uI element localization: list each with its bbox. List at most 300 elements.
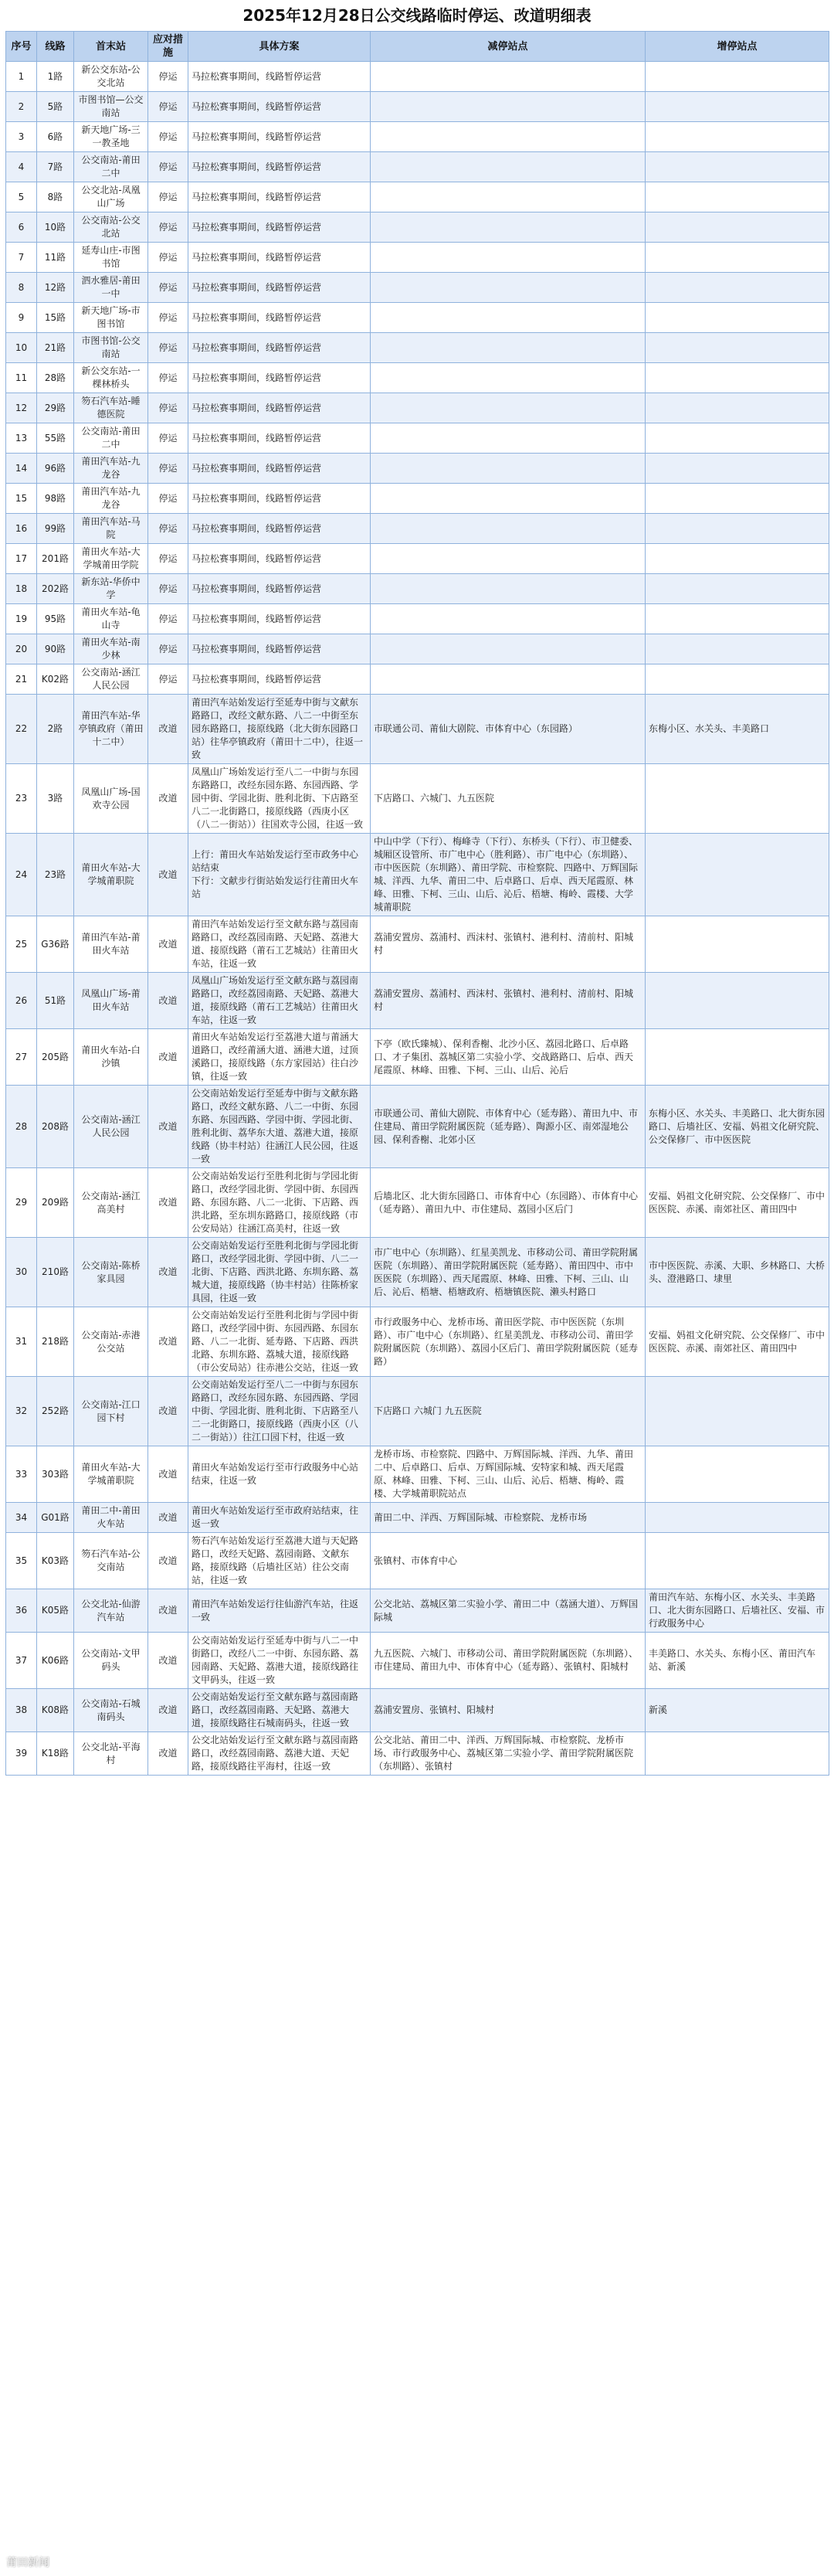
table-row <box>6 1533 829 1589</box>
plan-detail: 马拉松赛事期间，线路暂停运营 <box>188 423 371 454</box>
skipped-stops: 龙桥市场、市检察院、四路中、万辉国际城、洋西、九华、莆田二中、后卓路口、后卓、万辉国际城、安特家和城、西天尾霞原、林峰、田雅、下柯、三山、山后、沁后、梧塘、梅岭、霞楼、大学城莆职院站点 <box>371 1446 646 1503</box>
table-row <box>6 514 829 544</box>
route-name: 5路 <box>37 92 74 122</box>
measure: 停运 <box>148 423 188 454</box>
plan-detail: 马拉松赛事期间，线路暂停运营 <box>188 484 371 514</box>
added-stops <box>646 916 829 973</box>
route-name: 205路 <box>37 1029 74 1086</box>
added-stops: 市中医医院、赤溪、大职、乡林路口、大桥头、澄港路口、埭里 <box>646 1238 829 1307</box>
schedule-table <box>5 31 829 1776</box>
row-number: 4 <box>6 152 37 182</box>
watermark: 莆田新闻 <box>6 2557 49 2569</box>
measure: 停运 <box>148 664 188 695</box>
terminal-stations: 莆田火车站-大学城莆职院 <box>74 834 148 916</box>
table-row <box>6 1732 829 1776</box>
terminal-stations: 新公交东站-一棵林桥头 <box>74 363 148 393</box>
measure: 停运 <box>148 574 188 604</box>
measure: 改道 <box>148 834 188 916</box>
added-stops <box>646 1503 829 1533</box>
table-row <box>6 1633 829 1689</box>
plan-detail: 凤凰山广场始发运行至八二一中街与东园东路路口，改经东园东路、东园西路、学园中街、学园北街、胜利北街、下店路至八二一北街路口，接原线路（西庚小区（八二一街站））往国欢寺公园，往返一致 <box>188 764 371 834</box>
terminal-stations: 公交南站-涵江人民公园 <box>74 1086 148 1168</box>
table-header-row <box>6 32 829 62</box>
row-number: 6 <box>6 212 37 243</box>
plan-detail: 公交南站始发运行至延寿中街与八二一中街路口，改经八二一中街、东园东路、荔园南路、天妃路、荔港大道，接原线路往文甲码头，往返一致 <box>188 1633 371 1689</box>
measure: 停运 <box>148 273 188 303</box>
skipped-stops: 荔浦安置房、荔浦村、西沫村、张镇村、港利村、清前村、阳城村 <box>371 916 646 973</box>
row-number: 23 <box>6 764 37 834</box>
measure: 改道 <box>148 973 188 1029</box>
header-no: 序号 <box>6 32 37 62</box>
row-number: 22 <box>6 695 37 764</box>
route-name: 210路 <box>37 1238 74 1307</box>
route-name: 8路 <box>37 182 74 212</box>
table-row <box>6 1307 829 1377</box>
table-body <box>6 62 829 1776</box>
added-stops <box>646 484 829 514</box>
route-name: K02路 <box>37 664 74 695</box>
skipped-stops <box>371 212 646 243</box>
added-stops <box>646 1446 829 1503</box>
row-number: 10 <box>6 333 37 363</box>
route-name: 209路 <box>37 1168 74 1238</box>
added-stops: 安福、妈祖文化研究院、公交保修厂、市中医医院、赤溪、南郊社区、莆田四中 <box>646 1168 829 1238</box>
table-row <box>6 182 829 212</box>
added-stops: 安福、妈祖文化研究院、公交保修厂、市中医医院、赤溪、南郊社区、莆田四中 <box>646 1307 829 1377</box>
added-stops <box>646 634 829 664</box>
measure: 改道 <box>148 1533 188 1589</box>
measure: 停运 <box>148 92 188 122</box>
measure: 停运 <box>148 634 188 664</box>
added-stops <box>646 363 829 393</box>
route-name: G36路 <box>37 916 74 973</box>
route-name: K05路 <box>37 1589 74 1633</box>
plan-detail: 马拉松赛事期间，线路暂停运营 <box>188 664 371 695</box>
table-row <box>6 1689 829 1732</box>
terminal-stations: 莆田汽车站-华亭镇政府（莆田十二中） <box>74 695 148 764</box>
table-row <box>6 1503 829 1533</box>
measure: 改道 <box>148 1689 188 1732</box>
row-number: 34 <box>6 1503 37 1533</box>
row-number: 36 <box>6 1589 37 1633</box>
measure: 改道 <box>148 1589 188 1633</box>
measure: 停运 <box>148 212 188 243</box>
row-number: 27 <box>6 1029 37 1086</box>
table-row <box>6 834 829 916</box>
plan-detail: 莆田汽车站始发运行至文献东路与荔园南路路口，改经荔园南路、天妃路、荔港大道、接原线路（莆石工艺城站）往莆田火车站，往返一致 <box>188 916 371 973</box>
table-row <box>6 454 829 484</box>
table-row <box>6 1168 829 1238</box>
measure: 停运 <box>148 152 188 182</box>
table-row <box>6 333 829 363</box>
row-number: 26 <box>6 973 37 1029</box>
plan-detail: 凤凰山广场始发运行至文献东路与荔园南路路口，改经荔园南路、天妃路、荔港大道，接原线路（莆石工艺城站）往莆田火车站，往返一致 <box>188 973 371 1029</box>
table-row <box>6 604 829 634</box>
row-number: 32 <box>6 1377 37 1446</box>
terminal-stations: 凤凰山广场-莆田火车站 <box>74 973 148 1029</box>
skipped-stops: 莆田二中、洋西、万辉国际城、市检察院、龙桥市场 <box>371 1503 646 1533</box>
terminal-stations: 笏石汽车站-公交南站 <box>74 1533 148 1589</box>
measure: 停运 <box>148 333 188 363</box>
measure: 改道 <box>148 1732 188 1776</box>
header-route: 线路 <box>37 32 74 62</box>
plan-detail: 莆田汽车站始发运行至延寿中街与文献东路路口，改经文献东路、八二一中街至东园东路路口，接原线路（北大街东园路口站）往华亭镇政府（莆田十二中），往返一致 <box>188 695 371 764</box>
skipped-stops: 市广电中心（东圳路）、红星美凯龙、市移动公司、莆田学院附属医院（东圳路）、莆田学院附属医院（延寿路）、莆田四中、市中医医院（东圳路）、西天尾霞原、林峰、田雅、下柯、三山、山后、沁后、梧塘、梧塘政府、梧塘镇医院、濑头村路口 <box>371 1238 646 1307</box>
skipped-stops <box>371 303 646 333</box>
table-row <box>6 1589 829 1633</box>
row-number: 24 <box>6 834 37 916</box>
table-row <box>6 243 829 273</box>
skipped-stops <box>371 62 646 92</box>
table-row <box>6 92 829 122</box>
terminal-stations: 莆田汽车站-马院 <box>74 514 148 544</box>
terminal-stations: 市图书馆-公交南站 <box>74 333 148 363</box>
table-row <box>6 1029 829 1086</box>
added-stops <box>646 574 829 604</box>
row-number: 20 <box>6 634 37 664</box>
plan-detail: 公交南站始发运行至胜利北街与学园北街路口，改经学园北街、学园中街、八二一北街、下店路、西洪北路、东圳东路、荔城大道，接原线路（协丰村站）往陈桥家具园，往返一致 <box>188 1238 371 1307</box>
route-name: K18路 <box>37 1732 74 1776</box>
added-stops: 东梅小区、水关头、丰美路口 <box>646 695 829 764</box>
route-name: 1路 <box>37 62 74 92</box>
route-name: 252路 <box>37 1377 74 1446</box>
skipped-stops <box>371 664 646 695</box>
measure: 改道 <box>148 1029 188 1086</box>
page-title: 2025年12月28日公交线路临时停运、改道明细表 <box>242 6 592 25</box>
plan-detail: 公交南站始发运行至胜利北街与学园北街路口，改经学园北街、学园中街、东园西路、东园东路、八二一北街、下店路、西洪北路，至东圳东路路口，接原线路（市公安局站）往涵江高美村，往返一致 <box>188 1168 371 1238</box>
terminal-stations: 公交南站-赤港公交站 <box>74 1307 148 1377</box>
row-number: 14 <box>6 454 37 484</box>
table-row <box>6 393 829 423</box>
route-name: 96路 <box>37 454 74 484</box>
plan-detail: 莆田火车站始发运行至荔港大道与莆涵大道路口，改经莆涵大道、涵港大道，过顶溪路口，接原线路（东方家园站）往白沙镇，往返一致 <box>188 1029 371 1086</box>
page-container <box>5 0 829 1776</box>
plan-detail: 马拉松赛事期间，线路暂停运营 <box>188 152 371 182</box>
terminal-stations: 公交南站-文甲码头 <box>74 1633 148 1689</box>
measure: 停运 <box>148 454 188 484</box>
added-stops <box>646 454 829 484</box>
row-number: 1 <box>6 62 37 92</box>
terminal-stations: 莆田火车站-龟山寺 <box>74 604 148 634</box>
table-row <box>6 1086 829 1168</box>
table-row <box>6 484 829 514</box>
plan-detail: 马拉松赛事期间，线路暂停运营 <box>188 303 371 333</box>
measure: 改道 <box>148 695 188 764</box>
terminal-stations: 公交北站-仙游汽车站 <box>74 1589 148 1633</box>
row-number: 21 <box>6 664 37 695</box>
measure: 停运 <box>148 303 188 333</box>
plan-detail: 公交南站始发运行至八二一中街与东园东路路口，改经东园东路、东园西路、学园中街、学园北街、胜利北街、下店路至八二一北街路口，接原线路（西庚小区（八二一街站））往江口园下村，往返一致 <box>188 1377 371 1446</box>
plan-detail: 马拉松赛事期间，线路暂停运营 <box>188 363 371 393</box>
plan-detail: 马拉松赛事期间，线路暂停运营 <box>188 92 371 122</box>
route-name: 28路 <box>37 363 74 393</box>
terminal-stations: 莆田火车站-大学城莆职院 <box>74 1446 148 1503</box>
terminal-stations: 公交南站-莆田二中 <box>74 152 148 182</box>
row-number: 13 <box>6 423 37 454</box>
terminal-stations: 公交南站-莆田二中 <box>74 423 148 454</box>
plan-detail: 马拉松赛事期间，线路暂停运营 <box>188 212 371 243</box>
terminal-stations: 公交南站-涵江人民公园 <box>74 664 148 695</box>
route-name: 7路 <box>37 152 74 182</box>
route-name: 51路 <box>37 973 74 1029</box>
skipped-stops <box>371 182 646 212</box>
measure: 停运 <box>148 544 188 574</box>
table-row <box>6 1238 829 1307</box>
route-name: 208路 <box>37 1086 74 1168</box>
skipped-stops <box>371 273 646 303</box>
plan-detail: 马拉松赛事期间，线路暂停运营 <box>188 514 371 544</box>
added-stops <box>646 152 829 182</box>
row-number: 16 <box>6 514 37 544</box>
terminal-stations: 新公交东站-公交北站 <box>74 62 148 92</box>
route-name: 99路 <box>37 514 74 544</box>
plan-detail: 公交南站始发运行至文献东路与荔园南路路口，改经荔园南路、天妃路、荔港大道，接原线路往石城南码头，往返一致 <box>188 1689 371 1732</box>
skipped-stops <box>371 122 646 152</box>
route-name: 202路 <box>37 574 74 604</box>
terminal-stations: 莆田汽车站-九龙谷 <box>74 454 148 484</box>
skipped-stops <box>371 333 646 363</box>
measure: 改道 <box>148 764 188 834</box>
row-number: 28 <box>6 1086 37 1168</box>
table-row <box>6 273 829 303</box>
table-row <box>6 664 829 695</box>
added-stops <box>646 514 829 544</box>
plan-detail: 马拉松赛事期间，线路暂停运营 <box>188 122 371 152</box>
skipped-stops: 下店路口 六城门 九五医院 <box>371 1377 646 1446</box>
header-skip-stops: 减停站点 <box>371 32 646 62</box>
header-plan: 具体方案 <box>188 32 371 62</box>
row-number: 17 <box>6 544 37 574</box>
plan-detail: 上行：莆田火车站始发运行至市政务中心站结束 下行：文献步行街站始发运行往莆田火车站 <box>188 834 371 916</box>
added-stops <box>646 1533 829 1589</box>
plan-detail: 公交南站始发运行至胜利北街与学园中街路口，改经学园中街、东园西路、东园东路、八二一北街、延寿路、下店路、西洪北路、东圳东路、荔城大道，接原线路（市公安局站）往赤港公交站，往返一致 <box>188 1307 371 1377</box>
skipped-stops: 下亭（欧氏臻城）、保利香榭、北沙小区、荔园北路口、后卓路口、才子集团、荔城区第二实验小学、交战路路口、后卓、西天尾霞原、林峰、田雅、下柯、三山、山后、沁后 <box>371 1029 646 1086</box>
skipped-stops: 下店路口、六城门、九五医院 <box>371 764 646 834</box>
route-name: K03路 <box>37 1533 74 1589</box>
row-number: 33 <box>6 1446 37 1503</box>
added-stops: 新溪 <box>646 1689 829 1732</box>
route-name: 98路 <box>37 484 74 514</box>
measure: 停运 <box>148 182 188 212</box>
added-stops <box>646 273 829 303</box>
plan-detail: 马拉松赛事期间，线路暂停运营 <box>188 574 371 604</box>
terminal-stations: 公交北站-平海村 <box>74 1732 148 1776</box>
route-name: 218路 <box>37 1307 74 1377</box>
table-row <box>6 62 829 92</box>
added-stops <box>646 393 829 423</box>
skipped-stops <box>371 363 646 393</box>
measure: 改道 <box>148 1086 188 1168</box>
route-name: 95路 <box>37 604 74 634</box>
route-name: K08路 <box>37 1689 74 1732</box>
measure: 改道 <box>148 1168 188 1238</box>
plan-detail: 莆田火车站始发运行至市政府站结束，往返一致 <box>188 1503 371 1533</box>
plan-detail: 马拉松赛事期间，线路暂停运营 <box>188 62 371 92</box>
measure: 改道 <box>148 1377 188 1446</box>
skipped-stops: 市行政服务中心、龙桥市场、莆田医学院、市中医医院（东圳路）、市广电中心（东圳路）、红星美凯龙、市移动公司、莆田学院附属医院（东圳路）、荔园小区后门、莆田学院附属医院（延寿路） <box>371 1307 646 1377</box>
measure: 停运 <box>148 122 188 152</box>
skipped-stops: 九五医院、六城门、市移动公司、莆田学院附属医院（东圳路）、市住建局、莆田九中、市体育中心（延寿路）、张镇村、阳城村 <box>371 1633 646 1689</box>
table-row <box>6 634 829 664</box>
plan-detail: 公交南站始发运行至延寿中街与文献东路路口，改经文献东路、八二一中街、东园东路、东园西路、学园中街、学园北街、胜利北街、荔华东大道、荔港大道，接原线路（协丰村站）往涵江人民公园，往返一致 <box>188 1086 371 1168</box>
terminal-stations: 莆田火车站-白沙镇 <box>74 1029 148 1086</box>
table-row <box>6 764 829 834</box>
route-name: 10路 <box>37 212 74 243</box>
added-stops <box>646 664 829 695</box>
skipped-stops: 荔浦安置房、张镇村、阳城村 <box>371 1689 646 1732</box>
added-stops <box>646 423 829 454</box>
table-row <box>6 363 829 393</box>
skipped-stops: 张镇村、市体育中心 <box>371 1533 646 1589</box>
terminal-stations: 莆田火车站-大学城莆田学院 <box>74 544 148 574</box>
plan-detail: 莆田汽车站始发运行往仙游汽车站，往返一致 <box>188 1589 371 1633</box>
measure: 停运 <box>148 514 188 544</box>
skipped-stops <box>371 243 646 273</box>
skipped-stops: 荔浦安置房、荔浦村、西沫村、张镇村、港利村、清前村、阳城村 <box>371 973 646 1029</box>
measure: 改道 <box>148 1307 188 1377</box>
skipped-stops: 市联通公司、莆仙大剧院、市体育中心（东园路） <box>371 695 646 764</box>
terminal-stations: 公交北站-凤凰山广场 <box>74 182 148 212</box>
table-row <box>6 695 829 764</box>
terminal-stations: 公交南站-石城南码头 <box>74 1689 148 1732</box>
row-number: 3 <box>6 122 37 152</box>
table-row <box>6 212 829 243</box>
row-number: 30 <box>6 1238 37 1307</box>
measure: 改道 <box>148 1633 188 1689</box>
row-number: 18 <box>6 574 37 604</box>
skipped-stops: 后墙北区、北大街东园路口、市体育中心（东园路）、市体育中心（延寿路）、莆田九中、市住建局、荔园小区后门 <box>371 1168 646 1238</box>
skipped-stops <box>371 634 646 664</box>
row-number: 39 <box>6 1732 37 1776</box>
header-measure: 应对措施 <box>148 32 188 62</box>
plan-detail: 笏石汽车站始发运行至荔港大道与天妃路路口，改经天妃路、荔园南路、文献东路，接原线路（后墙社区站）往公交南站，往返一致 <box>188 1533 371 1589</box>
plan-detail: 马拉松赛事期间，线路暂停运营 <box>188 393 371 423</box>
terminal-stations: 新天地广场-三一教圣地 <box>74 122 148 152</box>
skipped-stops <box>371 514 646 544</box>
skipped-stops <box>371 454 646 484</box>
terminal-stations: 延寿山庄-市图书馆 <box>74 243 148 273</box>
route-name: 23路 <box>37 834 74 916</box>
added-stops <box>646 1029 829 1086</box>
added-stops <box>646 122 829 152</box>
skipped-stops: 公交北站、荔城区第二实验小学、莆田二中（荔涵大道）、万辉国际城 <box>371 1589 646 1633</box>
plan-detail: 马拉松赛事期间，线路暂停运营 <box>188 544 371 574</box>
skipped-stops <box>371 604 646 634</box>
terminal-stations: 公交南站-陈桥家具园 <box>74 1238 148 1307</box>
added-stops <box>646 544 829 574</box>
skipped-stops <box>371 92 646 122</box>
terminal-stations: 新天地广场-市图书馆 <box>74 303 148 333</box>
added-stops <box>646 764 829 834</box>
added-stops <box>646 182 829 212</box>
measure: 停运 <box>148 484 188 514</box>
added-stops: 莆田汽车站、东梅小区、水关头、丰美路口、北大街东园路口、后墙社区、安福、市行政服务中心 <box>646 1589 829 1633</box>
skipped-stops <box>371 484 646 514</box>
added-stops <box>646 604 829 634</box>
row-number: 37 <box>6 1633 37 1689</box>
added-stops <box>646 973 829 1029</box>
measure: 停运 <box>148 363 188 393</box>
added-stops: 东梅小区、水关头、丰美路口、北大街东园路口、后墙社区、安福、妈祖文化研究院、公交保修厂、市中医医院 <box>646 1086 829 1168</box>
added-stops: 丰美路口、水关头、东梅小区、莆田汽车站、新溪 <box>646 1633 829 1689</box>
row-number: 25 <box>6 916 37 973</box>
terminal-stations: 市图书馆—公交南站 <box>74 92 148 122</box>
terminal-stations: 莆田汽车站-莆田火车站 <box>74 916 148 973</box>
measure: 改道 <box>148 1446 188 1503</box>
terminal-stations: 公交南站-涵江高美村 <box>74 1168 148 1238</box>
measure: 停运 <box>148 243 188 273</box>
skipped-stops <box>371 574 646 604</box>
row-number: 2 <box>6 92 37 122</box>
skipped-stops <box>371 423 646 454</box>
measure: 停运 <box>148 604 188 634</box>
row-number: 38 <box>6 1689 37 1732</box>
added-stops <box>646 243 829 273</box>
row-number: 29 <box>6 1168 37 1238</box>
skipped-stops: 公交北站、莆田二中、洋西、万辉国际城、市检察院、龙桥市场、市行政服务中心、荔城区第二实验小学、莆田学院附属医院（东圳路）、张镇村 <box>371 1732 646 1776</box>
route-name: 303路 <box>37 1446 74 1503</box>
header-add-stops: 增停站点 <box>646 32 829 62</box>
route-name: 2路 <box>37 695 74 764</box>
terminal-stations: 公交南站-江口园下村 <box>74 1377 148 1446</box>
route-name: 90路 <box>37 634 74 664</box>
route-name: 3路 <box>37 764 74 834</box>
route-name: 21路 <box>37 333 74 363</box>
added-stops <box>646 212 829 243</box>
measure: 停运 <box>148 393 188 423</box>
terminal-stations: 凤凰山广场-国欢寺公园 <box>74 764 148 834</box>
measure: 改道 <box>148 916 188 973</box>
terminal-stations: 莆田火车站-南少林 <box>74 634 148 664</box>
row-number: 12 <box>6 393 37 423</box>
plan-detail: 马拉松赛事期间，线路暂停运营 <box>188 273 371 303</box>
added-stops <box>646 1732 829 1776</box>
route-name: 12路 <box>37 273 74 303</box>
plan-detail: 马拉松赛事期间，线路暂停运营 <box>188 182 371 212</box>
route-name: K06路 <box>37 1633 74 1689</box>
row-number: 11 <box>6 363 37 393</box>
plan-detail: 公交北站始发运行至文献东路与荔园南路路口，改经荔园南路、荔港大道、天妃路，接原线路往平海村，往返一致 <box>188 1732 371 1776</box>
added-stops <box>646 92 829 122</box>
measure: 停运 <box>148 62 188 92</box>
plan-detail: 莆田火车站始发运行至市行政服务中心站结束，往返一致 <box>188 1446 371 1503</box>
row-number: 15 <box>6 484 37 514</box>
table-row <box>6 574 829 604</box>
table-row <box>6 423 829 454</box>
table-row <box>6 544 829 574</box>
added-stops <box>646 303 829 333</box>
terminal-stations: 笏石汽车站-睡德医院 <box>74 393 148 423</box>
plan-detail: 马拉松赛事期间，线路暂停运营 <box>188 454 371 484</box>
route-name: G01路 <box>37 1503 74 1533</box>
route-name: 11路 <box>37 243 74 273</box>
table-row <box>6 916 829 973</box>
row-number: 9 <box>6 303 37 333</box>
table-row <box>6 152 829 182</box>
skipped-stops <box>371 393 646 423</box>
route-name: 29路 <box>37 393 74 423</box>
route-name: 15路 <box>37 303 74 333</box>
plan-detail: 马拉松赛事期间，线路暂停运营 <box>188 604 371 634</box>
plan-detail: 马拉松赛事期间，线路暂停运营 <box>188 243 371 273</box>
header-stations: 首末站 <box>74 32 148 62</box>
added-stops <box>646 333 829 363</box>
terminal-stations: 莆田二中-莆田火车站 <box>74 1503 148 1533</box>
route-name: 6路 <box>37 122 74 152</box>
table-row <box>6 303 829 333</box>
terminal-stations: 莆田汽车站-九龙谷 <box>74 484 148 514</box>
table-row <box>6 122 829 152</box>
